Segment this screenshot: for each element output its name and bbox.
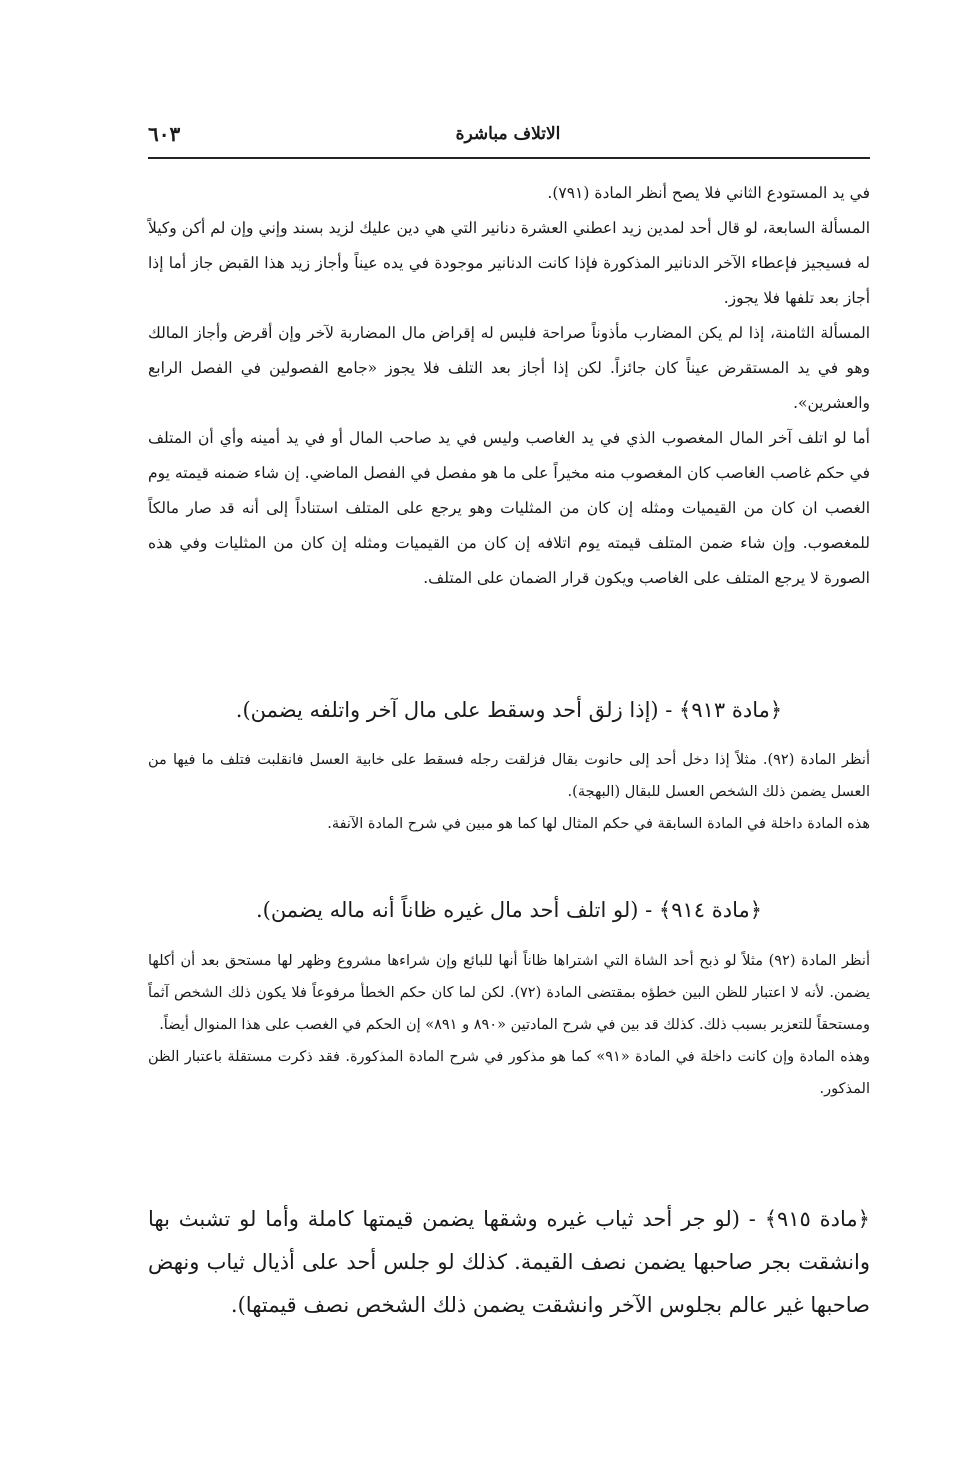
page-header [148,116,868,154]
paragraph: المسألة السابعة، لو قال أحد لمدين زيد اعطني العشرة دنانير التي هي دين عليك لزيد بسند وإني وإن لم أكن وكيلاً له فسيجيز فإعطاء الآخر الدنانير المذكورة فإذا كانت الدنانير موجودة في يده عيناً وأجاز زيد هذا القبض جاز أما إذا أجاز بعد تلفها فلا يجوز. [148,219,870,307]
paragraph: أنظر المادة (٩٢) مثلاً لو ذبح أحد الشاة التي اشتراها ظاناً أنها للبائع وإن شراءها مشروع وظهر لها مستحق بعد أن أكلها يضمن. لأنه لا اعتبار للظن البين خطؤه بمقتضى المادة (٧٢). لكن لما كان حكم الخطأ مرفوعاً فلا يكون ذلك الشخص آثماً ومستحقاً للتعزير بسبب ذلك. كذلك قد بين في شرح المادتين «٨٩٠ و ٨٩١» إن الحكم في الغصب على هذا المنوال أيضاً. [148,953,870,1033]
paragraph: المسألة الثامنة، إذا لم يكن المضارب مأذوناً صراحة فليس له إقراض مال المضاربة لآخر وإن أقرض وأجاز المالك وهو في يد المستقرض عيناً كان جائزاً. لكن إذا أجاز بعد التلف فلا يجوز «جامع الفصولين في الفصل الرابع والعشرين». [148,324,870,412]
header-rule [148,157,870,159]
article-913-heading: ﴿مادة ٩١٣﴾ - (إذا زلق أحد وسقط على مال آخر واتلفه يضمن). [235,698,783,722]
paragraph: هذه المادة داخلة في المادة السابقة في حكم المثال لها كما هو مبين في شرح المادة الآنفة. [327,816,870,832]
paragraph: أما لو اتلف آخر المال المغصوب الذي في يد الغاصب وليس في يد صاحب المال أو في يد أمينه وأي أن المتلف في حكم غاصب الغاصب كان المغصوب منه مخيراً على ما هو مفصل في الفصل الماضي. إن شاء ضمنه قيمته يوم الغصب ان كان من القيميات ومثله إن كان من المثليات وهو يرجع على المتلف استناداً إلى أنه قد صار مالكاً للمغصوب. وإن شاء ضمن المتلف قيمته يوم اتلافه إن كان من القيميات ومثله إن كان من المثليات وفي هذه الصورة لا يرجع المتلف على الغاصب ويكون قرار الضمان على المتلف. [148,429,870,587]
article-914-commentary [148,945,870,1105]
paragraph: وهذه المادة وإن كانت داخلة في المادة «٩١» كما هو مذكور في شرح المادة المذكورة. فقد ذكرت مستقلة باعتبار الظن المذكور. [148,1049,870,1097]
article-914-heading: ﴿مادة ٩١٤﴾ - (لو اتلف أحد مال غيره ظاناً أنه ماله يضمن). [255,898,763,922]
article-915-text: ﴿مادة ٩١٥﴾ - (لو جر أحد ثياب غيره وشقها يضمن قيمتها كاملة وأما لو تشبث بها وانشقت بجر صاحبها يضمن نصف القيمة. كذلك لو جلس أحد على أذيال ثياب ونهض صاحبها غير عالم بجلوس الآخر وانشقت يضمن ذلك الشخص نصف قيمتها). [148,1207,870,1317]
intro-section [148,176,870,596]
paragraph: أنظر المادة (٩٢). مثلاً إذا دخل أحد إلى حانوت بقال فزلقت رجله فسقط على خابية العسل فانقلبت فتلف ما فيها من العسل يضمن ذلك الشخص العسل للبقال (البهجة). [148,752,871,800]
article-913-commentary [148,744,870,840]
running-title: الاتلاف مباشرة [455,124,561,144]
paragraph: في يد المستودع الثاني فلا يصح أنظر المادة (٧٩١). [547,184,870,202]
page-number: ٦٠٣ [148,122,181,146]
